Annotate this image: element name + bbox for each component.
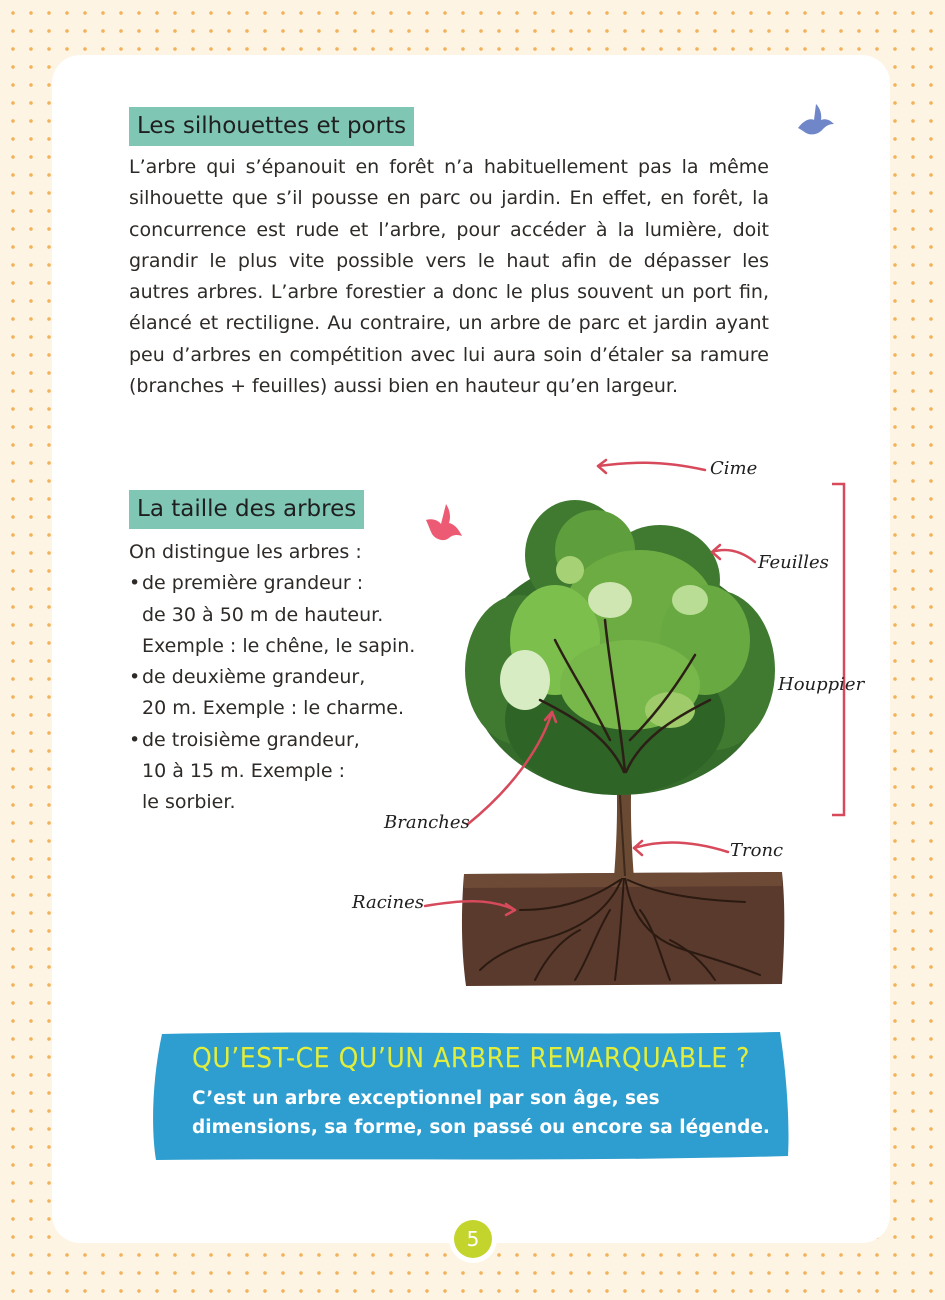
- page-number: 5: [454, 1220, 492, 1258]
- list-item-line: • de troisième grandeur,: [142, 728, 360, 751]
- remarkable-tree-callout: [150, 1030, 792, 1162]
- label-houppier: Houppier: [778, 674, 865, 695]
- list-item-line: le sorbier.: [142, 791, 236, 814]
- list-item-line: de 30 à 50 m de hauteur.: [142, 603, 384, 626]
- section-heading-taille: La taille des arbres: [129, 490, 364, 529]
- label-cime: Cime: [710, 458, 758, 479]
- label-racines: Racines: [352, 892, 425, 913]
- tree-illustration: [340, 440, 880, 1000]
- list-item-line: 10 à 15 m. Exemple :: [142, 760, 346, 783]
- list-intro: On distingue les arbres :: [129, 541, 362, 563]
- tree-diagram: [340, 440, 880, 1000]
- callout-body: C’est un arbre exceptionnel par son âge, ses dimensions, sa forme, son passé ou encore sa légende.: [192, 1088, 770, 1138]
- list-item-line: Exemple : le chêne, le sapin.: [142, 634, 416, 657]
- page-number-badge: [449, 1215, 497, 1263]
- blue-bird-icon: [796, 98, 836, 138]
- list-item-line: 20 m. Exemple : le charme.: [142, 697, 405, 720]
- callout-title: QU’EST-CE QU’UN ARBRE REMARQUABLE ?: [191, 1041, 751, 1074]
- list-item-line: • de première grandeur :: [142, 572, 364, 595]
- list-item-line: • de deuxième grandeur,: [142, 666, 366, 689]
- label-tronc: Tronc: [730, 840, 784, 861]
- label-branches: Branches: [384, 812, 470, 833]
- silhouettes-paragraph: L’arbre qui s’épanouit en forêt n’a habituellement pas la même silhouette que s’il pousse en parc ou jardin. En effet, en forêt, la concurrence est rude et l’arbre, pour accéder à la lumière, doit grandir le plus vite possible vers le haut afin de dépasser les autres arbres. L’arbre forestier a donc le plus souvent un port fin, élancé et rectiligne. Au contraire, un arbre de parc et jardin ayant peu d’arbres en compétition avec lui aura soin d’étaler sa ramure (branches + feuilles) aussi bien en hauteur qu’en largeur.: [129, 156, 769, 398]
- section-heading-silhouettes: Les silhouettes et ports: [129, 107, 414, 146]
- label-feuilles: Feuilles: [758, 552, 829, 573]
